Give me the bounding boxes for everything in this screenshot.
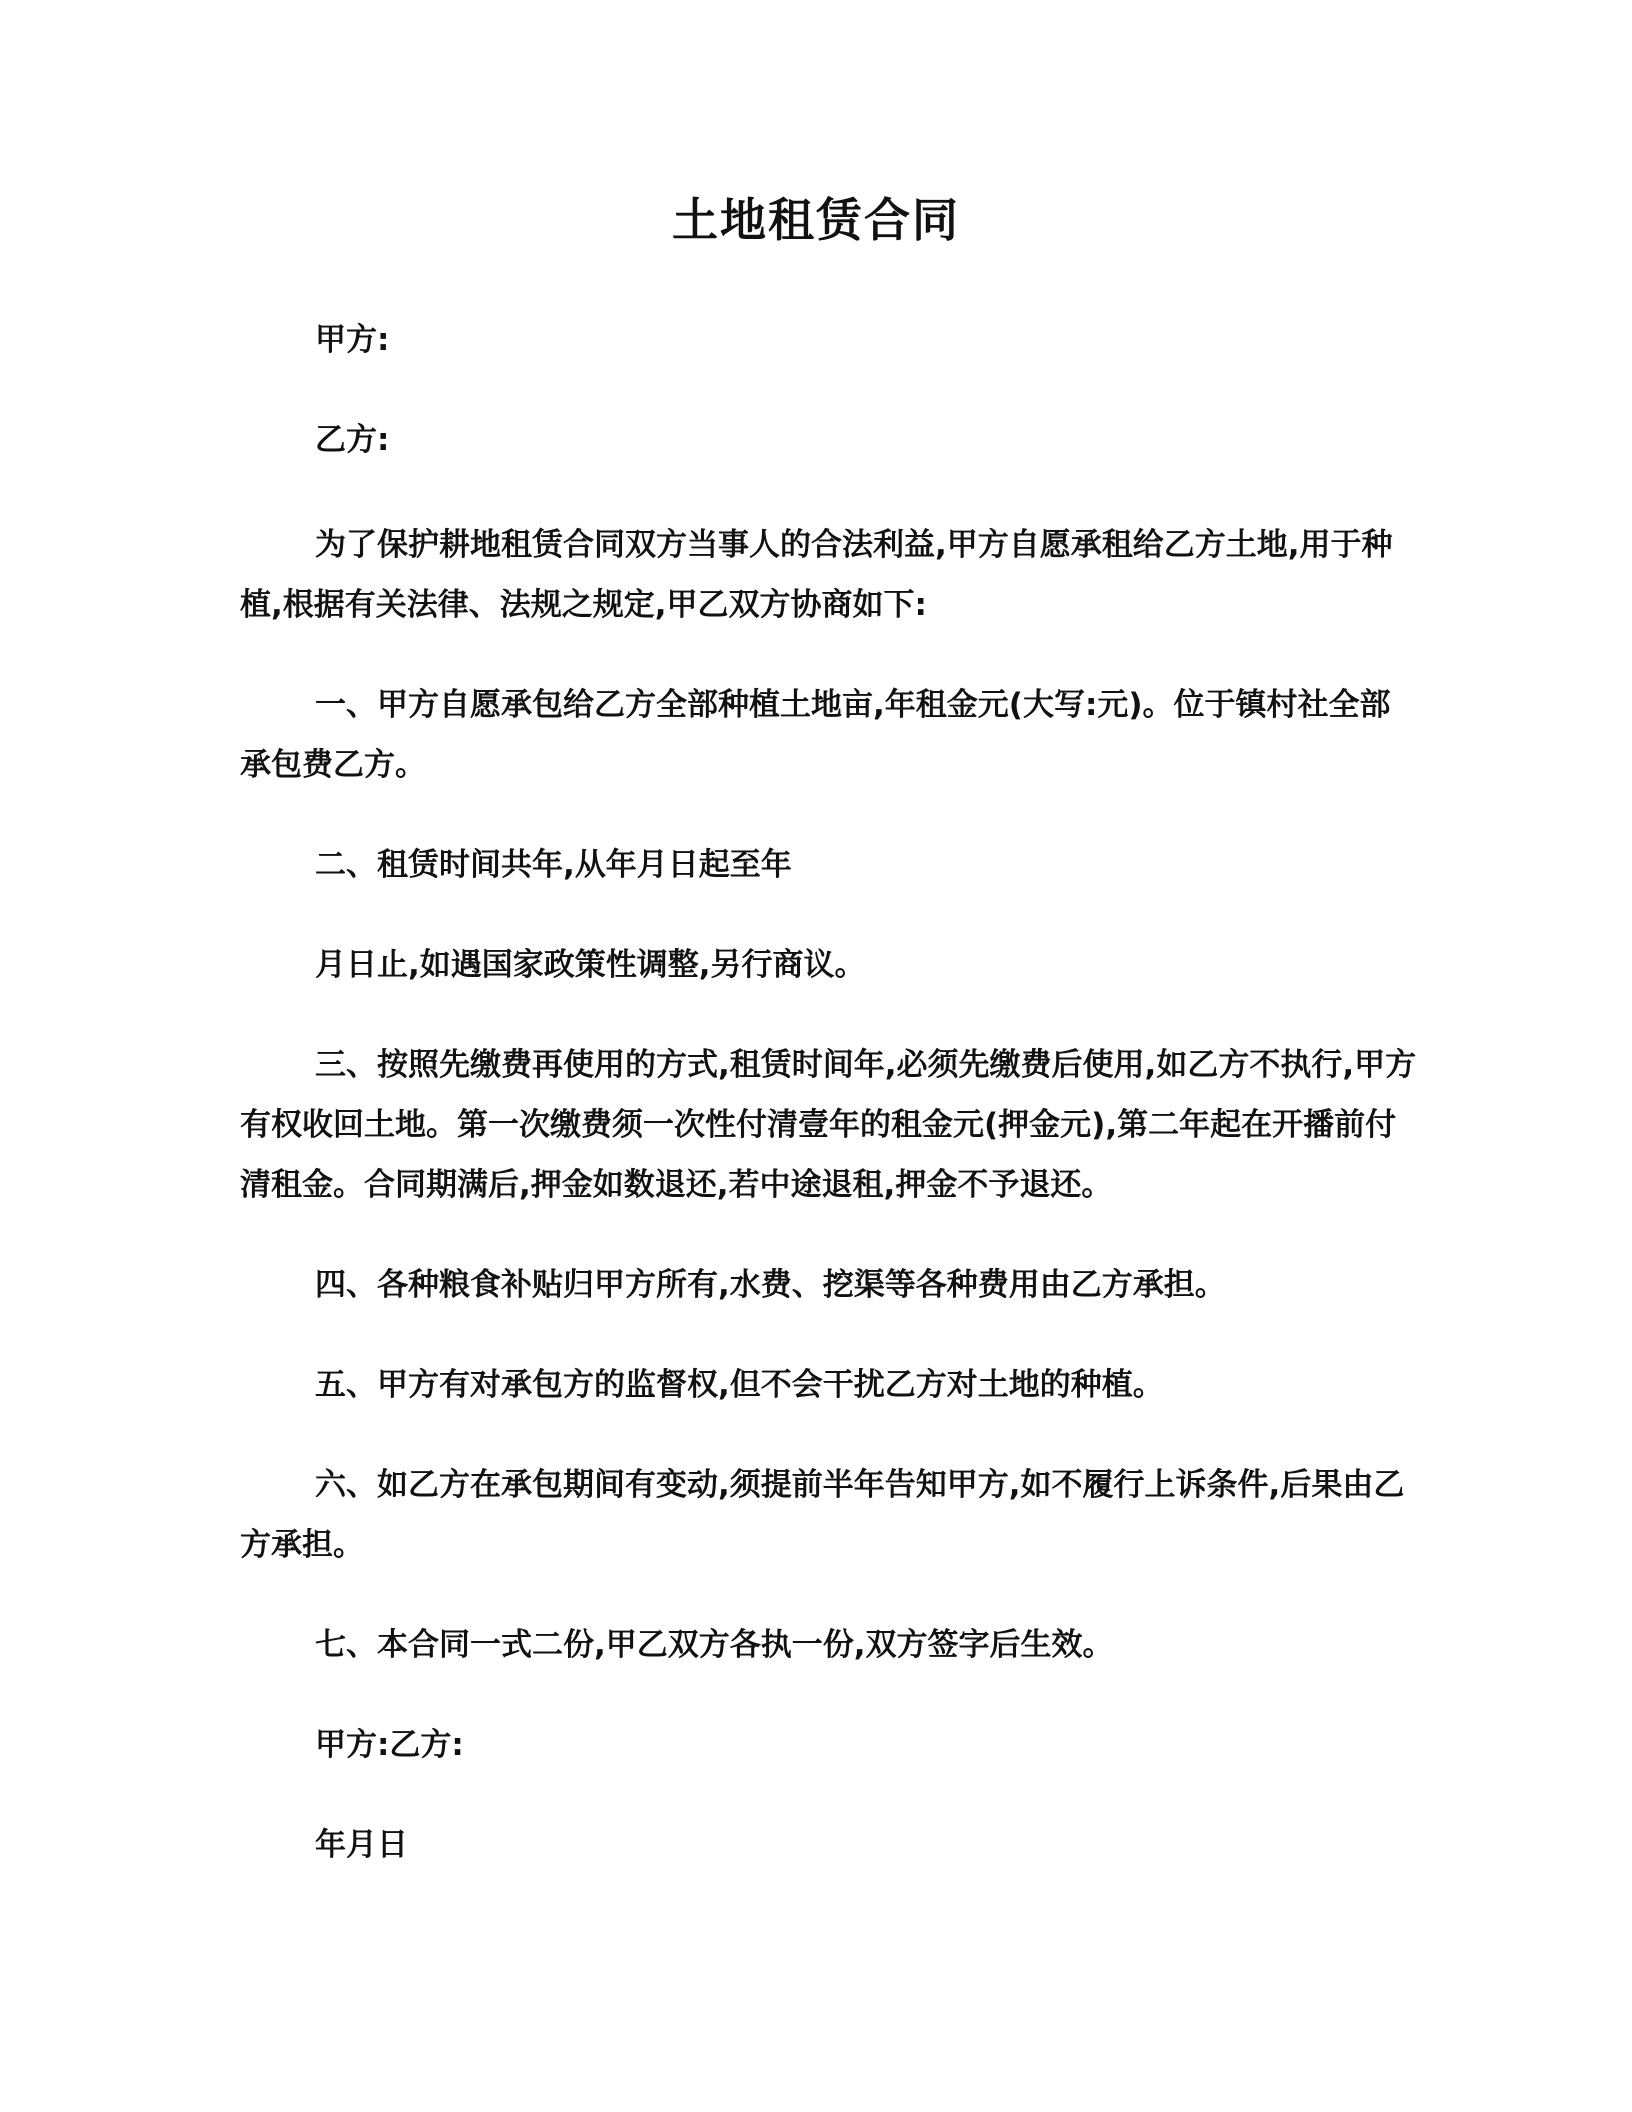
clause-5: 五、甲方有对承包方的监督权,但不会干扰乙方对土地的种植。 <box>315 1367 1164 1403</box>
clause-1: 一、甲方自愿承包给乙方全部种植土地亩,年租金元(大写:元)。位于镇村社全部承包费乙方。 <box>240 687 1391 783</box>
signature-line: 甲方:乙方: <box>315 1727 464 1763</box>
preamble-paragraph: 为了保护耕地租赁合同双方当事人的合法利益,甲方自愿承租给乙方土地,用于种植,根据有关法律、法规之规定,甲乙双方协商如下: <box>240 527 1393 623</box>
party-a-label: 甲方: <box>315 322 390 358</box>
clause-6: 六、如乙方在承包期间有变动,须提前半年告知甲方,如不履行上诉条件,后果由乙方承担。 <box>240 1467 1405 1563</box>
document-title: 土地租赁合同 <box>672 193 960 247</box>
date-line: 年月日 <box>315 1827 408 1863</box>
clause-2-continued: 月日止,如遇国家政策性调整,另行商议。 <box>315 947 866 983</box>
clause-2: 二、租赁时间共年,从年月日起至年 <box>315 847 792 883</box>
clause-7: 七、本合同一式二份,甲乙双方各执一份,双方签字后生效。 <box>315 1627 1114 1663</box>
clause-3: 三、按照先缴费再使用的方式,租赁时间年,必须先缴费后使用,如乙方不执行,甲方有权收回土地。第一次缴费须一次性付清壹年的租金元(押金元),第二年起在开播前付清租金。合同期满后,押金如数退还,若中途退租,押金不予退还。 <box>240 1047 1417 1203</box>
clause-4: 四、各种粮食补贴归甲方所有,水费、挖渠等各种费用由乙方承担。 <box>315 1267 1226 1303</box>
party-b-label: 乙方: <box>315 422 390 458</box>
